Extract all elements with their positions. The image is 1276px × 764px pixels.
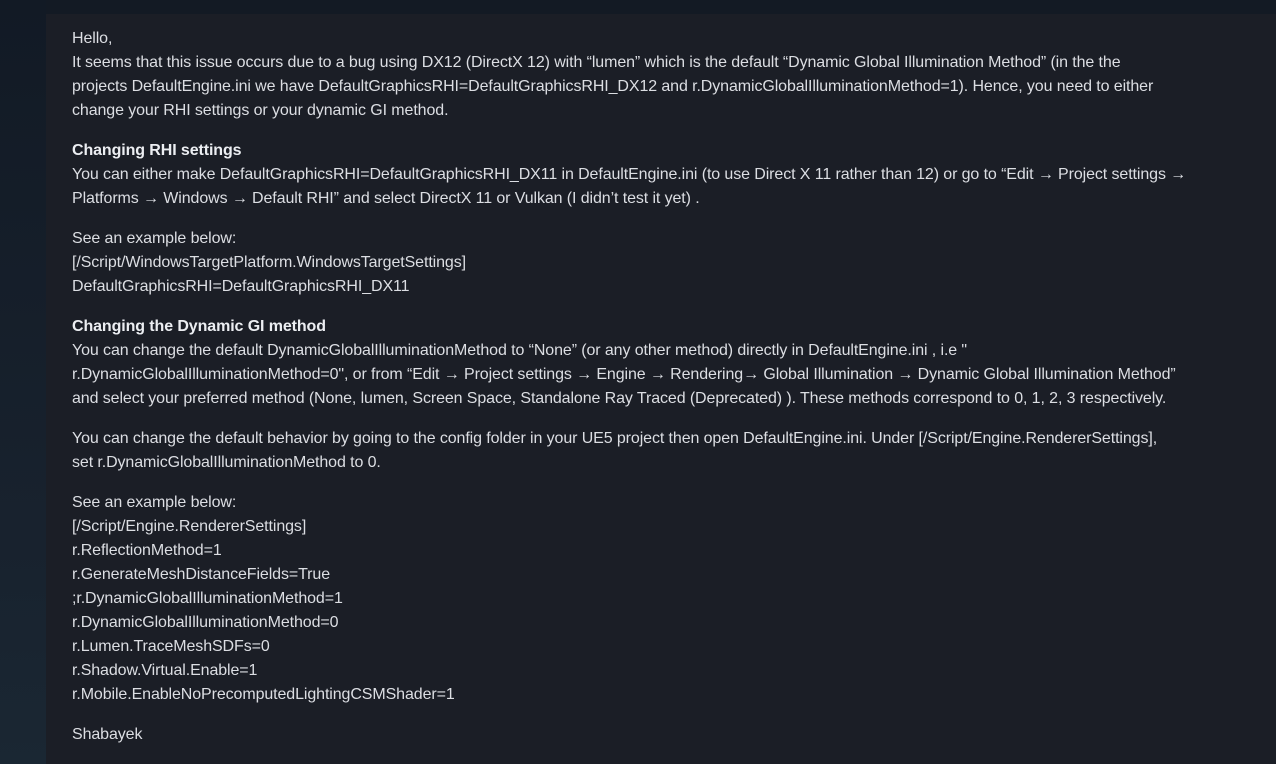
gi-example-line: r.Shadow.Virtual.Enable=1 (72, 662, 258, 679)
signature: Shabayek (72, 726, 143, 743)
gi-example-line: r.Mobile.EnableNoPrecomputedLightingCSMShader=1 (72, 686, 455, 703)
gi-section (72, 315, 1258, 411)
post-body (46, 14, 1276, 764)
gi-section-heading: Changing the Dynamic GI method (72, 318, 326, 335)
gi-section-line: You can change the default DynamicGlobalIlluminationMethod to “None” (or any other method) directly in DefaultEngine.ini , i.e " (72, 342, 968, 359)
gi-example-line: [/Script/Engine.RendererSettings] (72, 518, 307, 535)
signature-paragraph (72, 723, 1258, 747)
intro-line: projects DefaultEngine.ini we have DefaultGraphicsRHI=DefaultGraphicsRHI_DX12 and r.DynamicGlobalIlluminationMethod=1). Hence, you need to either (72, 78, 1154, 95)
gi-example-line: r.DynamicGlobalIlluminationMethod=0 (72, 614, 339, 631)
gi-example (72, 491, 1258, 707)
left-gutter (0, 0, 46, 764)
intro-paragraph (72, 27, 1258, 123)
gi-example-line: ;r.DynamicGlobalIlluminationMethod=1 (72, 590, 343, 607)
rhi-section-line: Platforms → Windows → Default RHI” and select DirectX 11 or Vulkan (I didn’t test it yet) . (72, 190, 700, 207)
gi-section-line: and select your preferred method (None, lumen, Screen Space, Standalone Ray Traced (Deprecated) ). These methods correspond to 0, 1, 2, 3 respectively. (72, 390, 1167, 407)
rhi-section-heading: Changing RHI settings (72, 142, 242, 159)
intro-line: It seems that this issue occurs due to a bug using DX12 (DirectX 12) with “lumen” which is the default “Dynamic Global Illumination Method” (in the the (72, 54, 1121, 71)
behavior-paragraph (72, 427, 1258, 475)
rhi-example (72, 227, 1258, 299)
gi-section-line: r.DynamicGlobalIlluminationMethod=0", or from “Edit → Project settings → Engine → Rendering→ Global Illumination → Dynamic Global Illumination Method” (72, 366, 1176, 383)
gi-example-line: r.ReflectionMethod=1 (72, 542, 222, 559)
rhi-section-line: You can either make DefaultGraphicsRHI=DefaultGraphicsRHI_DX11 in DefaultEngine.ini (to use Direct X 11 rather than 12) or go to “Edit → Project settings → (72, 166, 1187, 183)
greeting: Hello, (72, 30, 113, 47)
rhi-example-line: DefaultGraphicsRHI=DefaultGraphicsRHI_DX11 (72, 278, 410, 295)
behavior-line: You can change the default behavior by going to the config folder in your UE5 project then open DefaultEngine.ini. Under [/Script/Engine.RendererSettings], (72, 430, 1158, 447)
rhi-example-line: [/Script/WindowsTargetPlatform.WindowsTargetSettings] (72, 254, 466, 271)
gi-example-line: r.Lumen.TraceMeshSDFs=0 (72, 638, 270, 655)
intro-line: change your RHI settings or your dynamic GI method. (72, 102, 449, 119)
behavior-line: set r.DynamicGlobalIlluminationMethod to 0. (72, 454, 381, 471)
gi-example-line: r.GenerateMeshDistanceFields=True (72, 566, 331, 583)
rhi-section (72, 139, 1258, 211)
gi-example-line: See an example below: (72, 494, 237, 511)
rhi-example-line: See an example below: (72, 230, 237, 247)
